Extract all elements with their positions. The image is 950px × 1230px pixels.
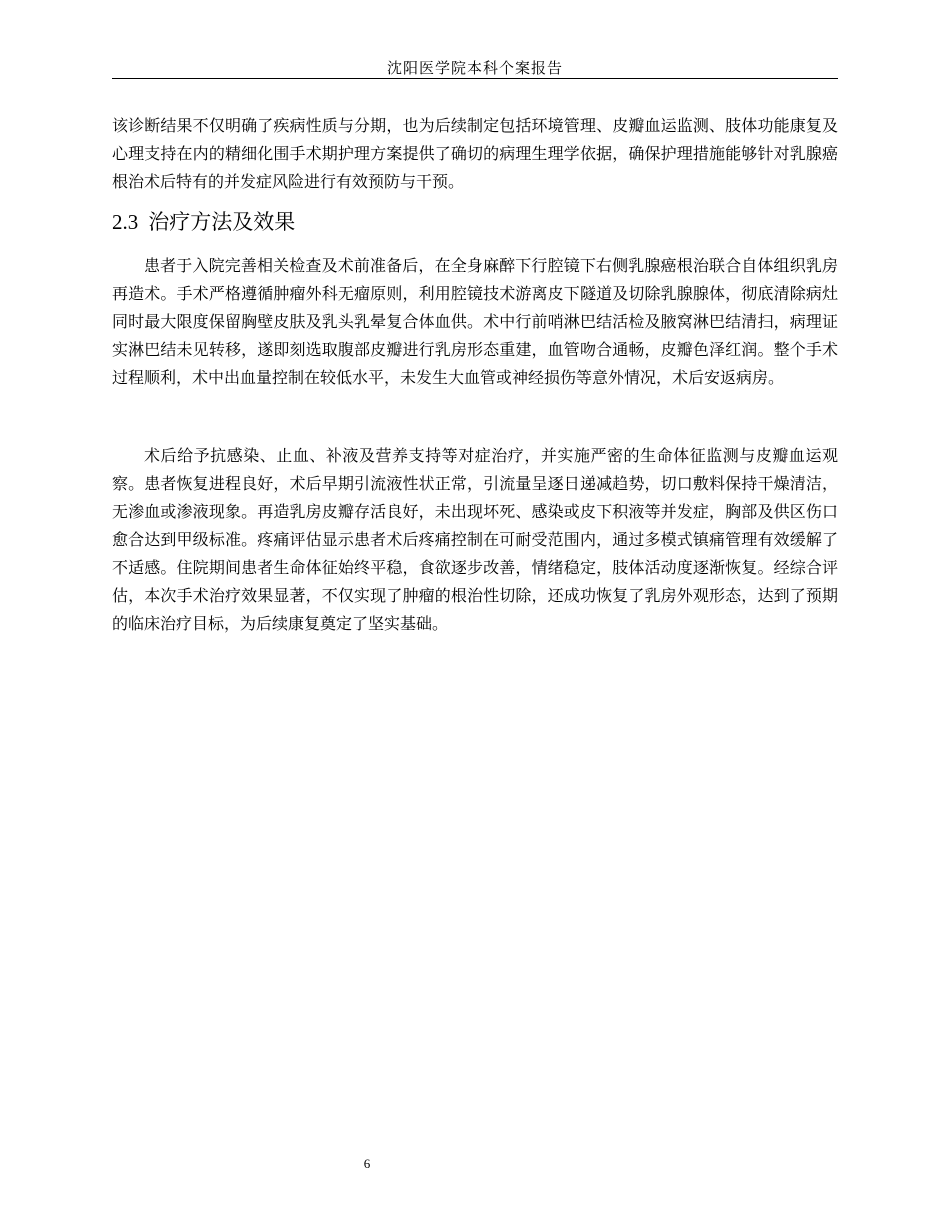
continuation-paragraph: 该诊断结果不仅明确了疾病性质与分期，也为后续制定包括环境管理、皮瓣血运监测、肢体功能康复及心理支持在内的精细化围手术期护理方案提供了确切的病理生理学依据，确保护理措施能够针对乳腺癌根治术后特有的并发症风险进行有效预防与干预。 [112,116,838,191]
section-heading [112,206,838,238]
paragraph-treatment-outcome: 术后给予抗感染、止血、补液及营养支持等对症治疗，并实施严密的生命体征监测与皮瓣血运观察。患者恢复进程良好，术后早期引流液性状正常，引流量呈逐日递减趋势，切口敷料保持干燥清洁，无渗血或渗液现象。再造乳房皮瓣存活良好，未出现坏死、感染或皮下积液等并发症，胸部及供区伤口愈合达到甲级标准。疼痛评估显示患者术后疼痛控制在可耐受范围内，通过多模式镇痛管理有效缓解了不适感。住院期间患者生命体征始终平稳，食欲逐步改善，情绪稳定，肢体活动度逐渐恢复。经综合评估，本次手术治疗效果显著，不仅实现了肿瘤的根治性切除，还成功恢复了乳房外观形态，达到了预期的临床治疗目标，为后续康复奠定了坚实基础。 [112,446,838,633]
page-header-title: 沈阳医学院本科个案报告 [386,59,563,77]
paragraph-treatment-method: 患者于入院完善相关检查及术前准备后，在全身麻醉下行腔镜下右侧乳腺癌根治联合自体组织乳房再造术。手术严格遵循肿瘤外科无瘤原则，利用腔镜技术游离皮下隧道及切除乳腺腺体，彻底清除病灶同时最大限度保留胸壁皮肤及乳头乳晕复合体血供。术中行前哨淋巴结活检及腋窝淋巴结清扫，病理证实淋巴结未见转移，遂即刻选取腹部皮瓣进行乳房形态重建，血管吻合通畅，皮瓣色泽红润。整个手术过程顺利，术中出血量控制在较低水平，未发生大血管或神经损伤等意外情况，术后安返病房。 [112,256,838,387]
header-divider [112,78,838,79]
section-number: 2.3 [112,210,139,234]
page-number: 6 [363,1156,371,1171]
section-title: 治疗方法及效果 [148,210,296,234]
